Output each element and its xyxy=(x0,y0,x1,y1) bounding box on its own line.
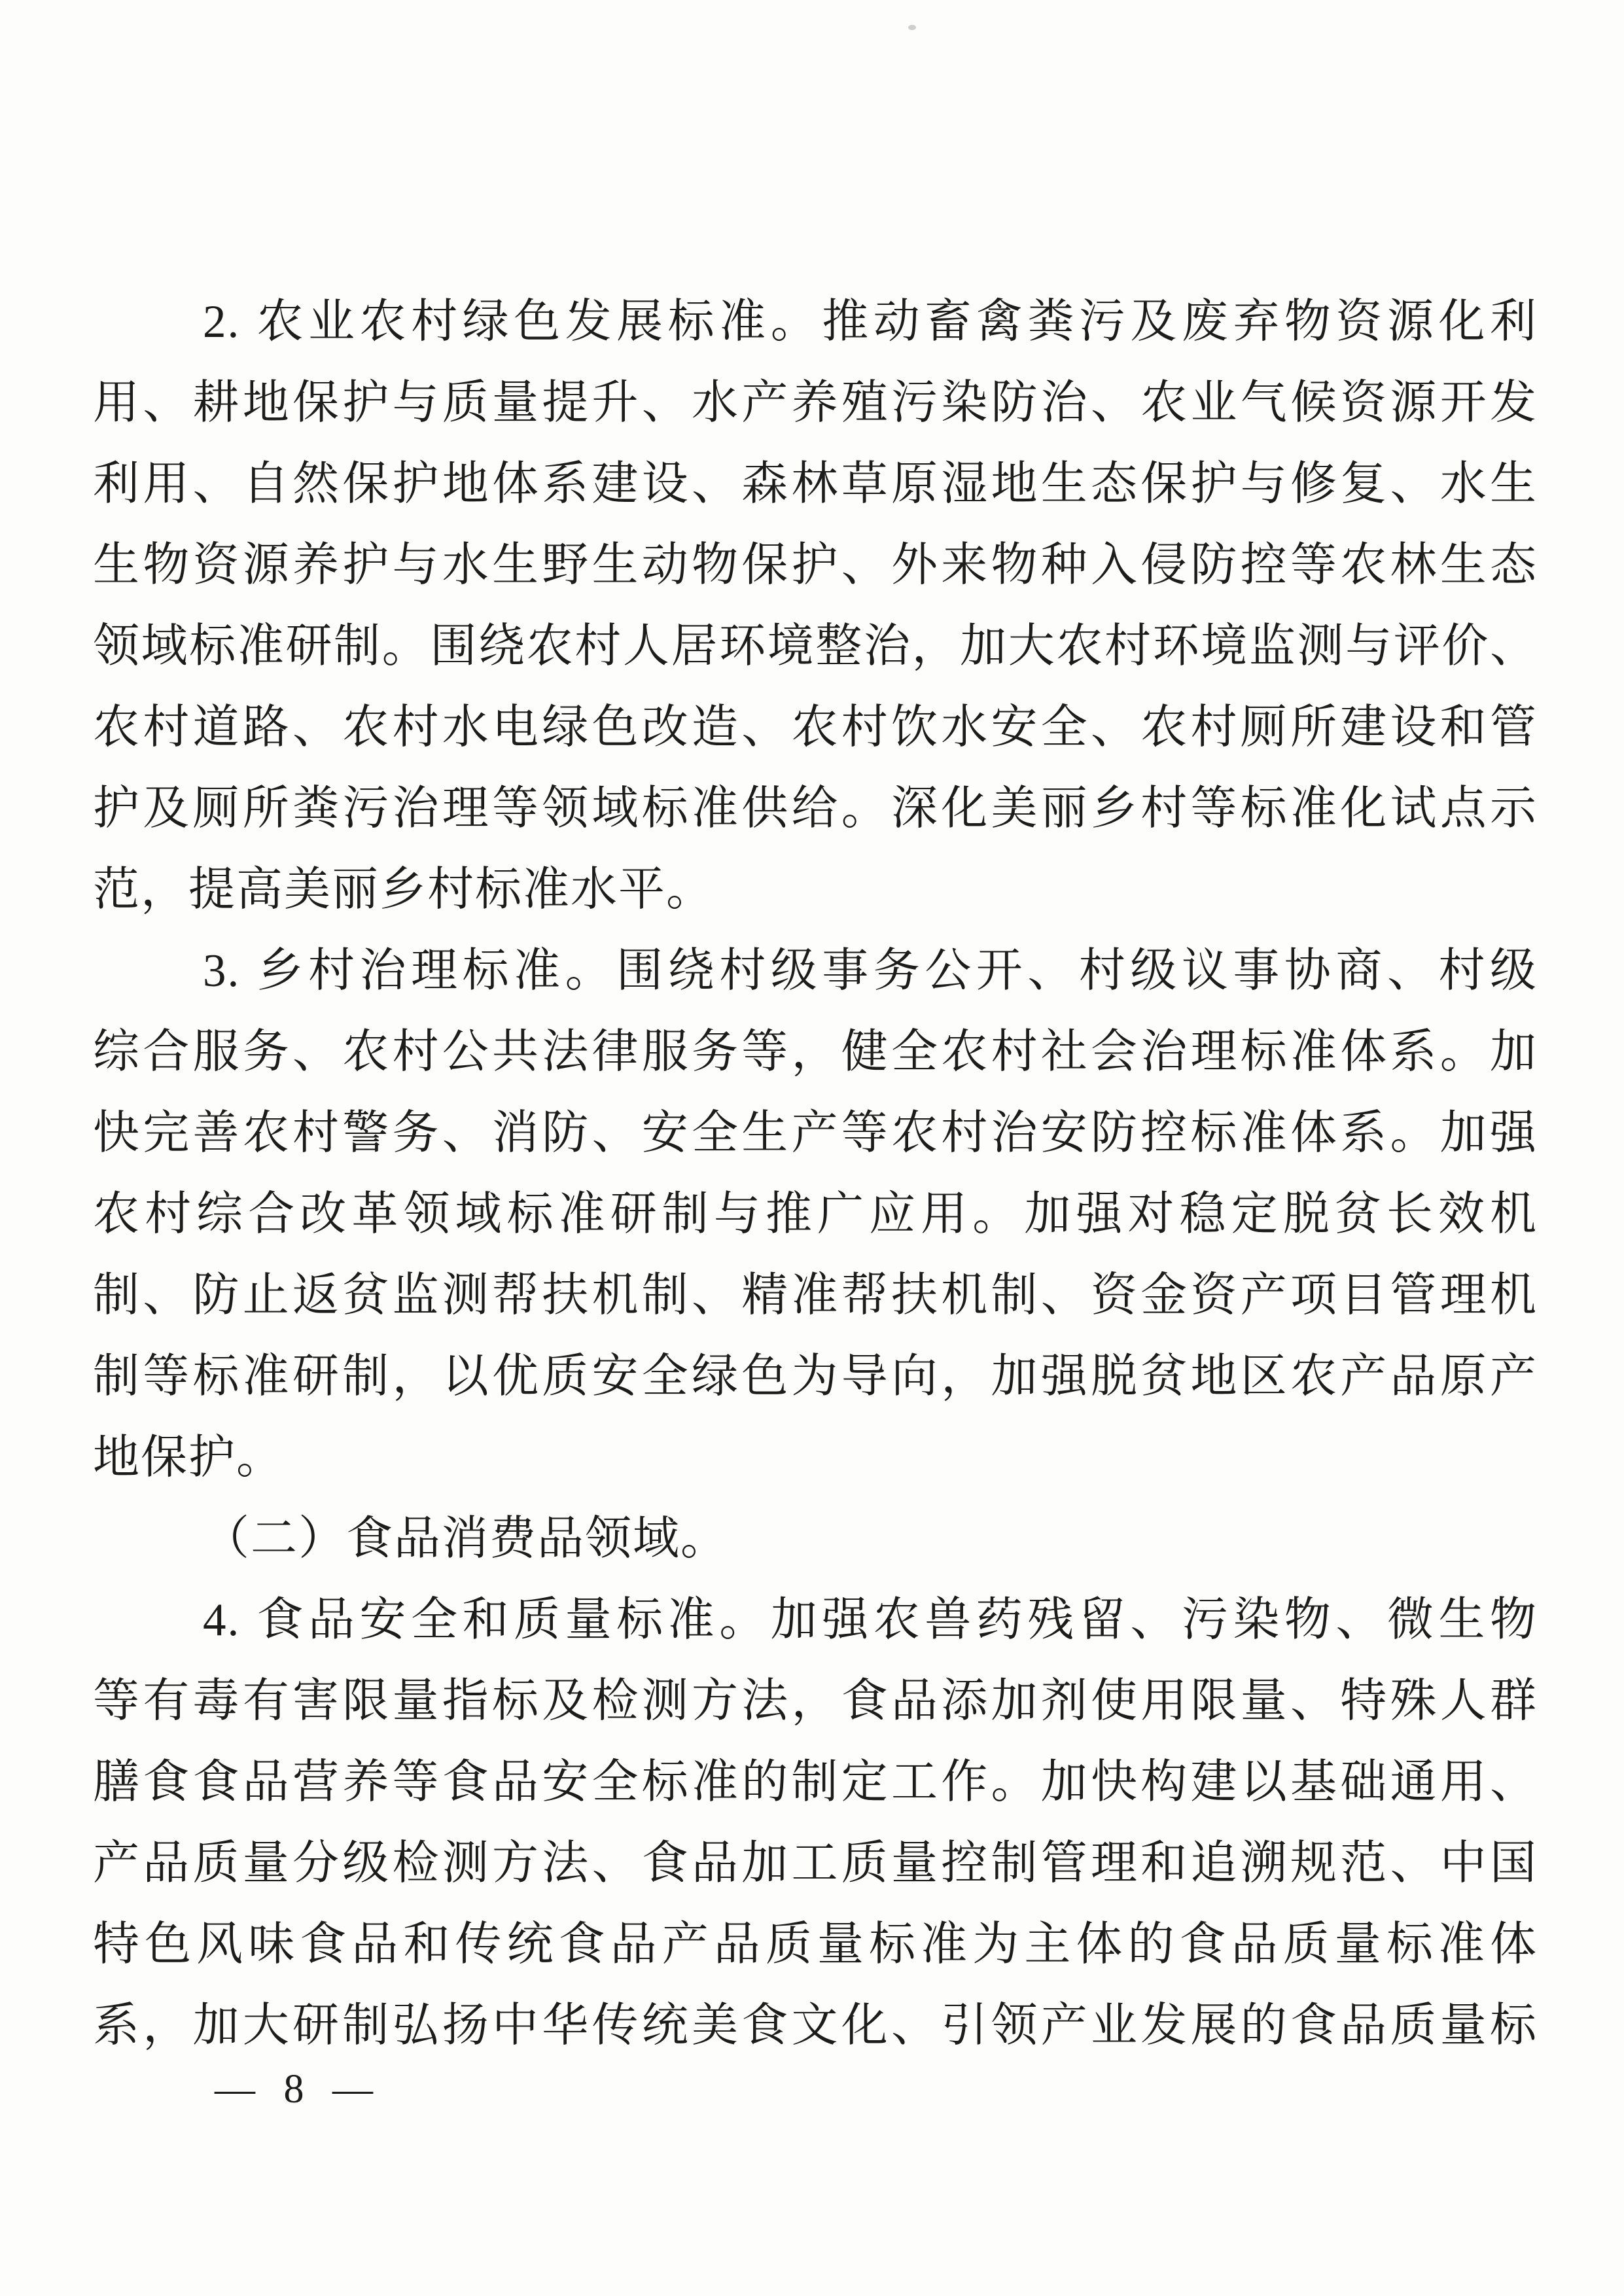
text-line: 范，提高美丽乡村标准水平。 xyxy=(93,864,715,915)
text-line: 产品质量分级检测方法、食品加工质量控制管理和追溯规范、中国 xyxy=(93,1838,1538,1889)
text-line: 生物资源养护与水生野生动物保护、外来物种入侵防控等农林生态 xyxy=(93,540,1538,591)
text-line: 3. 乡村治理标准。围绕村级事务公开、村级议事协商、村级 xyxy=(203,945,1538,997)
text-line: 用、耕地保护与质量提升、水产养殖污染防治、农业气候资源开发 xyxy=(93,378,1538,429)
text-line: 领域标准研制。围绕农村人居环境整治，加大农村环境监测与评价、 xyxy=(93,621,1538,672)
text-line: 农村道路、农村水电绿色改造、农村饮水安全、农村厕所建设和管 xyxy=(93,702,1538,753)
text-line: 系，加大研制弘扬中华传统美食文化、引领产业发展的食品质量标 xyxy=(93,2000,1538,2051)
page-number: — 8 — xyxy=(215,2067,382,2111)
text-line: 地保护。 xyxy=(93,1432,285,1483)
text-line: 特色风味食品和传统食品产品质量标准为主体的食品质量标准体 xyxy=(93,1919,1538,1970)
text-line: 综合服务、农村公共法律服务等，健全农村社会治理标准体系。加 xyxy=(93,1027,1538,1078)
scan-artifact-dot xyxy=(908,25,916,30)
text-line: 等有毒有害限量指标及检测方法，食品添加剂使用限量、特殊人群 xyxy=(93,1676,1538,1727)
section-heading: （二）食品消费品领域。 xyxy=(203,1513,729,1564)
text-line: 2. 农业农村绿色发展标准。推动畜禽粪污及废弃物资源化利 xyxy=(203,296,1538,347)
text-line: 膳食食品营养等食品安全标准的制定工作。加快构建以基础通用、 xyxy=(93,1757,1538,1808)
text-line: 农村综合改革领域标准研制与推广应用。加强对稳定脱贫长效机 xyxy=(93,1189,1538,1240)
document-body xyxy=(93,281,1538,2066)
text-line: 制、防止返贫监测帮扶机制、精准帮扶机制、资金资产项目管理机 xyxy=(93,1270,1538,1321)
text-line: 制等标准研制，以优质安全绿色为导向，加强脱贫地区农产品原产 xyxy=(93,1351,1538,1402)
text-line: 4. 食品安全和质量标准。加强农兽药残留、污染物、微生物 xyxy=(203,1595,1538,1646)
text-line: 利用、自然保护地体系建设、森林草原湿地生态保护与修复、水生 xyxy=(93,459,1538,510)
text-line: 快完善农村警务、消防、安全生产等农村治安防控标准体系。加强 xyxy=(93,1108,1538,1159)
text-line: 护及厕所粪污治理等领域标准供给。深化美丽乡村等标准化试点示 xyxy=(93,783,1538,834)
